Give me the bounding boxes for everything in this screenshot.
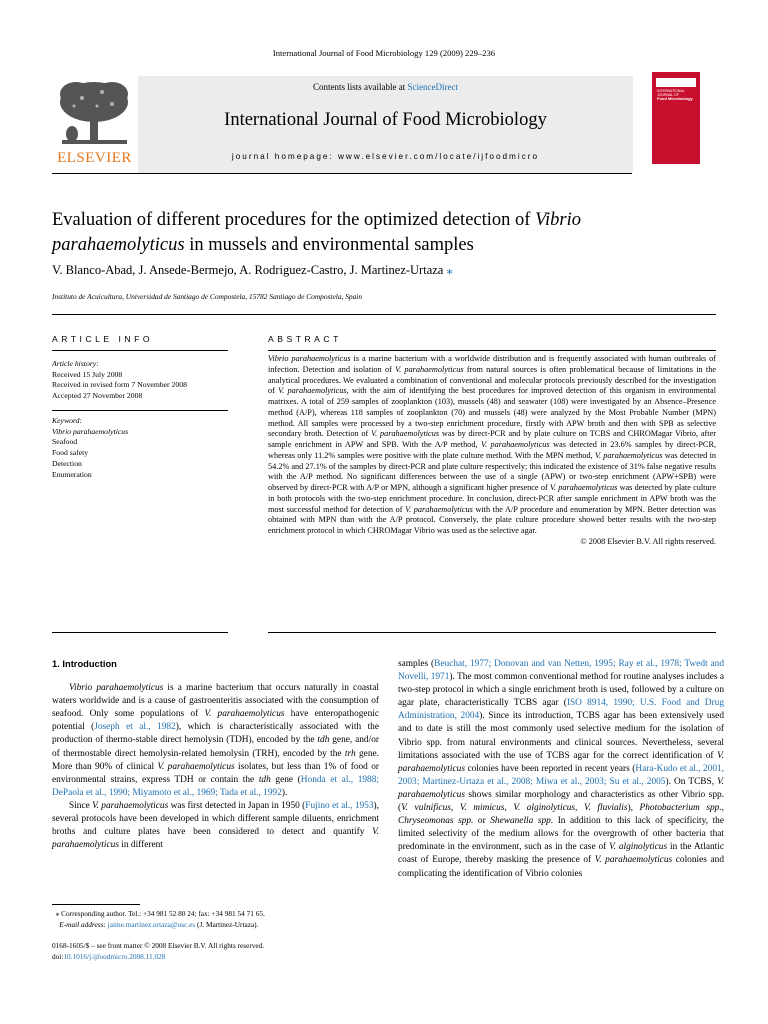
keyword-rule xyxy=(52,410,228,411)
contents-line xyxy=(138,82,633,92)
intro-paragraph-2: Since V. parahaemolyticus was first detected in Japan in 1950 (Fujino et al., 1953), several protocols have been developed in which different sample diluents, enrichment broths and culture plates have been considered to detect and quantify V. parahaemolyticus in different xyxy=(52,800,379,851)
keyword-item: Vibrio parahaemolyticus xyxy=(52,426,129,436)
abstract-body xyxy=(268,354,716,548)
section-heading-introduction: 1. Introduction xyxy=(52,659,117,669)
history-received: Received 15 July 2008 xyxy=(52,369,123,379)
corresponding-author-mark[interactable]: ⁎ xyxy=(446,263,453,277)
keyword-item: Enumeration xyxy=(52,469,92,479)
abstract-text: Vibrio parahaemolyticus is a marine bacterium with a worldwide distribution and is frequently associated with human outbreaks of infection. Detection and isolation of V. parahaemolyticus from natural sources is often problematical because of limitations in the analytical procedures. We evaluated a combination of conventional and molecular protocols previously described for the investigation of V. parahaemolyticus, with the aim of identifying the best procedures for improved detection of this organism in environmental matrixes. A total of 259 samples of zooplankton (103), mussels (48) and seawater (108) were investigated by an Absence–Presence method (A/P), whereas 118 samples of zooplankton (70) and mussels (48) were analyzed by the Most Probable Number (MPN) method. All samples were processed by a two-step enrichment procedure, firstly with APW broth and then with SPB as selective secondary broth. Detection of V. parahaemolyticus was by direct-PCR and by plate culture on TCBS and CHROMagar Vibrio, after sample enrichment in APW and SPB. With the A/P method, V. parahaemolyticus was detected in 23.6% samples by direct-PCR, whereas only 11.2% samples were positive with the plate culture method. With the MPN method, V. parahaemolyticus was detected in 54.2% and 27.1% of the samples by direct-PCR and plate culture respectively; this indicated the existence of 31% false negative results with the A/P method. No significant differences between the use of a single (APW) or two-step enrichment (APW+SPB) were observed by direct-PCR with A/P or MPN, although a significant higher presence of V. parahaemolyticus was detected by plate culture in both protocols with the two-step enrichment procedure. In conclusion, direct-PCR after sample enrichment in APW broth was the most successful method for detection of V. parahaemolyticus with the A/P procedure and enumeration by MPN. Better detection was obtained with MPN than with the A/P protocol. Conversely, the plate culture procedure showed better results with the two-step enrichment protocol in which CHROMagar Vibrio was used as the selective agar. xyxy=(268,354,717,535)
author-list xyxy=(52,262,692,278)
abstract-bottom-rule xyxy=(268,632,716,633)
article-info-bottom-rule xyxy=(52,632,228,633)
doi-line xyxy=(52,951,379,962)
journal-cover-thumbnail xyxy=(652,72,700,164)
article-info-rule xyxy=(52,350,228,351)
journal-homepage[interactable]: journal homepage: www.elsevier.com/locate/ijfoodmicro xyxy=(231,152,540,161)
corresponding-author-footnote: ⁎ Corresponding author. Tel.: +34 981 52 80 24; fax: +34 981 54 71 65. E-mail address: jaime.martinez.urtaza@usc.es (J. Martinez-Urtaza). xyxy=(52,909,265,929)
contents-prefix: Contents lists available at xyxy=(313,82,408,92)
journal-citation: International Journal of Food Microbiology 129 (2009) 229–236 xyxy=(272,48,496,58)
abstract-copyright: © 2008 Elsevier B.V. All rights reserved. xyxy=(580,536,716,546)
history-accepted: Accepted 27 November 2008 xyxy=(52,391,143,401)
body-right-column xyxy=(398,658,724,881)
journal-title: International Journal of Food Microbiology xyxy=(224,110,547,130)
authors-names: V. Blanco-Abad, J. Ansede-Bermejo, A. Rodriguez-Castro, J. Martinez-Urtaza xyxy=(52,263,444,277)
intro-paragraph-1: Vibrio parahaemolyticus is a marine bacterium that occurs naturally in coastal waters worldwide and is a cause of gastroenteritis associated with the consumption of seafood. Only some populations of V. parahaemolyticus have enteropathogenic potential (Joseph et al., 1982), which is characteristically associated with the production of thermo-stable direct hemolysin (TDH), encoded by the tdh gene, and/or of thermostable direct hemolysin-related hemolysin (TRH), encoded by the trh gene. More than 90% of clinical V. parahaemolyticus isolates, but less than 1% of food or environmental strains, express TDH or contain the tdh gene (Honda et al., 1988; DePaola et al., 1990; Miyamoto et al., 1969; Tada et al., 1992). xyxy=(52,683,380,798)
title-rule xyxy=(52,314,716,315)
title-part-1: Evaluation of different procedures for the optimized detection of xyxy=(52,210,536,230)
history-revised: Received in revised form 7 November 2008 xyxy=(52,380,187,390)
title-part-2: in mussels and environmental samples xyxy=(184,235,474,255)
cover-white-band xyxy=(656,78,696,87)
header-rule xyxy=(52,173,632,174)
title-italic-2: parahaemolyticus xyxy=(52,235,185,255)
affiliation: Instituto de Acuicultura, Universidad de Santiago de Compostela, 15782 Santiago de Compostela, Spain xyxy=(52,292,363,301)
history-label: Article history: xyxy=(52,359,99,368)
body-left-column xyxy=(52,658,379,852)
footnote-rule xyxy=(52,904,140,905)
doi-prefix: doi: xyxy=(52,952,64,961)
keyword-item: Detection xyxy=(52,458,82,468)
keyword-item: Food safety xyxy=(52,448,89,458)
keyword-label: Keyword: xyxy=(52,416,83,425)
doi-link[interactable]: 10.1016/j.ijfoodmicro.2008.11.028 xyxy=(63,952,166,961)
elsevier-wordmark: ELSEVIER xyxy=(57,150,132,166)
abstract-heading: ABSTRACT xyxy=(268,334,342,344)
cover-text xyxy=(657,89,697,102)
issn-line: 0168-1605/$ – see front matter © 2008 Elsevier B.V. All rights reserved. xyxy=(52,941,265,950)
front-matter xyxy=(52,940,379,962)
keyword-item: Seafood xyxy=(52,437,78,447)
sciencedirect-link[interactable]: ScienceDirect xyxy=(407,82,458,92)
article-title xyxy=(52,208,692,258)
cover-subtitle: Food Microbiology xyxy=(657,96,693,102)
article-info-heading: ARTICLE INFO xyxy=(52,334,154,344)
keywords xyxy=(52,416,228,480)
article-history xyxy=(52,359,228,402)
intro-paragraph-continued: samples (Beuchat, 1977; Donovan and van Netten, 1995; Ray et al., 1978; Twedt and Novelli, 1971). The most common conventional method for routine analyses includes a two-step protocol in which a single enrichment broth is used, followed by a culture on agar plate, characteristically TCBS agar (ISO 8914, 1990; U.S. Food and Drug Administration, 2004). Since its introduction, TCBS agar has been extensively used and to date is still the most commonly used selective medium for the isolation of Vibrio spp. from natural environments and clinical sources. Nevertheless, several limitations associated with the use of TCBS agar for the correct identification of V. parahaemolyticus colonies have been reported in recent years (Hara-Kudo et al., 2001, 2003; Martinez-Urtaza et al., 2008; Miwa et al., 2003; Su et al., 2005). On TCBS, V. parahaemolyticus shows similar morphology and characteristics as other Vibrio spp. (V. vulnificus, V. mimicus, V. alginolyticus, V. fluvialis), Photobacterium spp., Chryseomonas spp. or Shewanella spp. In addition to this lack of specificity, the limited selectivity of the medium allows for the overgrowth of other bacteria that predominate in the environment, such as in the case of V. alginolyticus in the Atlantic coast of Europe, thereby masking the presence of V. parahaemolyticus colonies and complicating the identification of Vibrio colonies xyxy=(398,659,725,879)
cover-title: INTERNATIONAL JOURNAL OF xyxy=(657,89,685,98)
abstract-rule xyxy=(268,350,716,351)
title-italic-1: Vibrio xyxy=(535,210,581,230)
